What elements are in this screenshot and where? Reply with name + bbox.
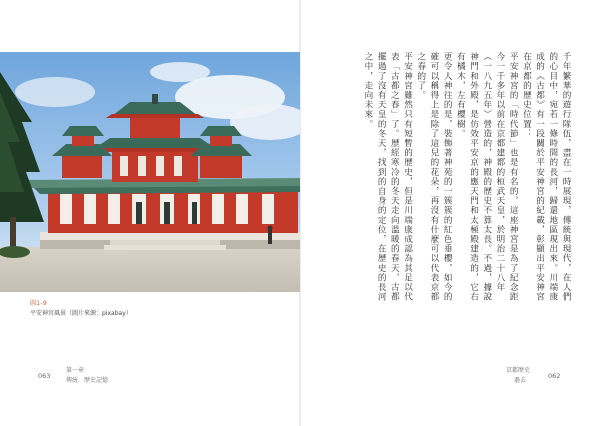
chapter-subtitle: 傳統．歷史記憶 <box>66 377 109 384</box>
paragraph-2: 平安神宮的「時代節」也是有名的，這座神宮是為了紀念距今一千多年以前在京都建都的桓武天皇，於明治二十八年（一八九五年）營造的，神殿的歷史不算太長。不過，據說神門和外殿，是仿效平安京的應天門和太極殿建造的，它右有橘木，左有櫻樹。 <box>455 52 519 302</box>
chapter-title: 第一章 <box>66 367 85 374</box>
right-page-number: 062 <box>548 372 561 380</box>
heian-shrine-photo <box>0 52 300 292</box>
body-text <box>312 52 572 307</box>
paragraph-3: 更令人神往的是，裝飾著神苑的一簇簇的紅色垂櫻，如今的確可以稱得上是除了這兒的花朵，再沒有什麼可以代表京都之春的了。 <box>415 52 453 302</box>
running-subtitle: 過去 <box>514 377 527 384</box>
shrine-illustration <box>0 52 300 292</box>
figure-caption: 平安神宮風景（圖片來源：pixabay） <box>30 310 132 317</box>
figure-label: 圖1-9 <box>30 300 47 307</box>
left-page-number: 063 <box>38 372 51 380</box>
paragraph-1: 千年繁華的遊行隊伍，盡在一時展現，傳統與現代，在人們的心目中，宛若一條時間的長河，歸還地區現出來。川端康成的《古都》有一段關於平安神宮的紀載，彰顯出平安神宮在京都的歷史位置： <box>521 52 571 302</box>
paragraph-4: 平安神宮雖然只有短暫的歷史，但是川端康成認為其足以代表「古都之春」了。歷經寒冷的冬天走向溫暖的春天，古都擺過了沒有天皇的冬天，找到的自身的定位，在歷史的長河之中，走向未來。 <box>362 52 413 302</box>
running-title: 京都歷史 <box>506 367 531 374</box>
